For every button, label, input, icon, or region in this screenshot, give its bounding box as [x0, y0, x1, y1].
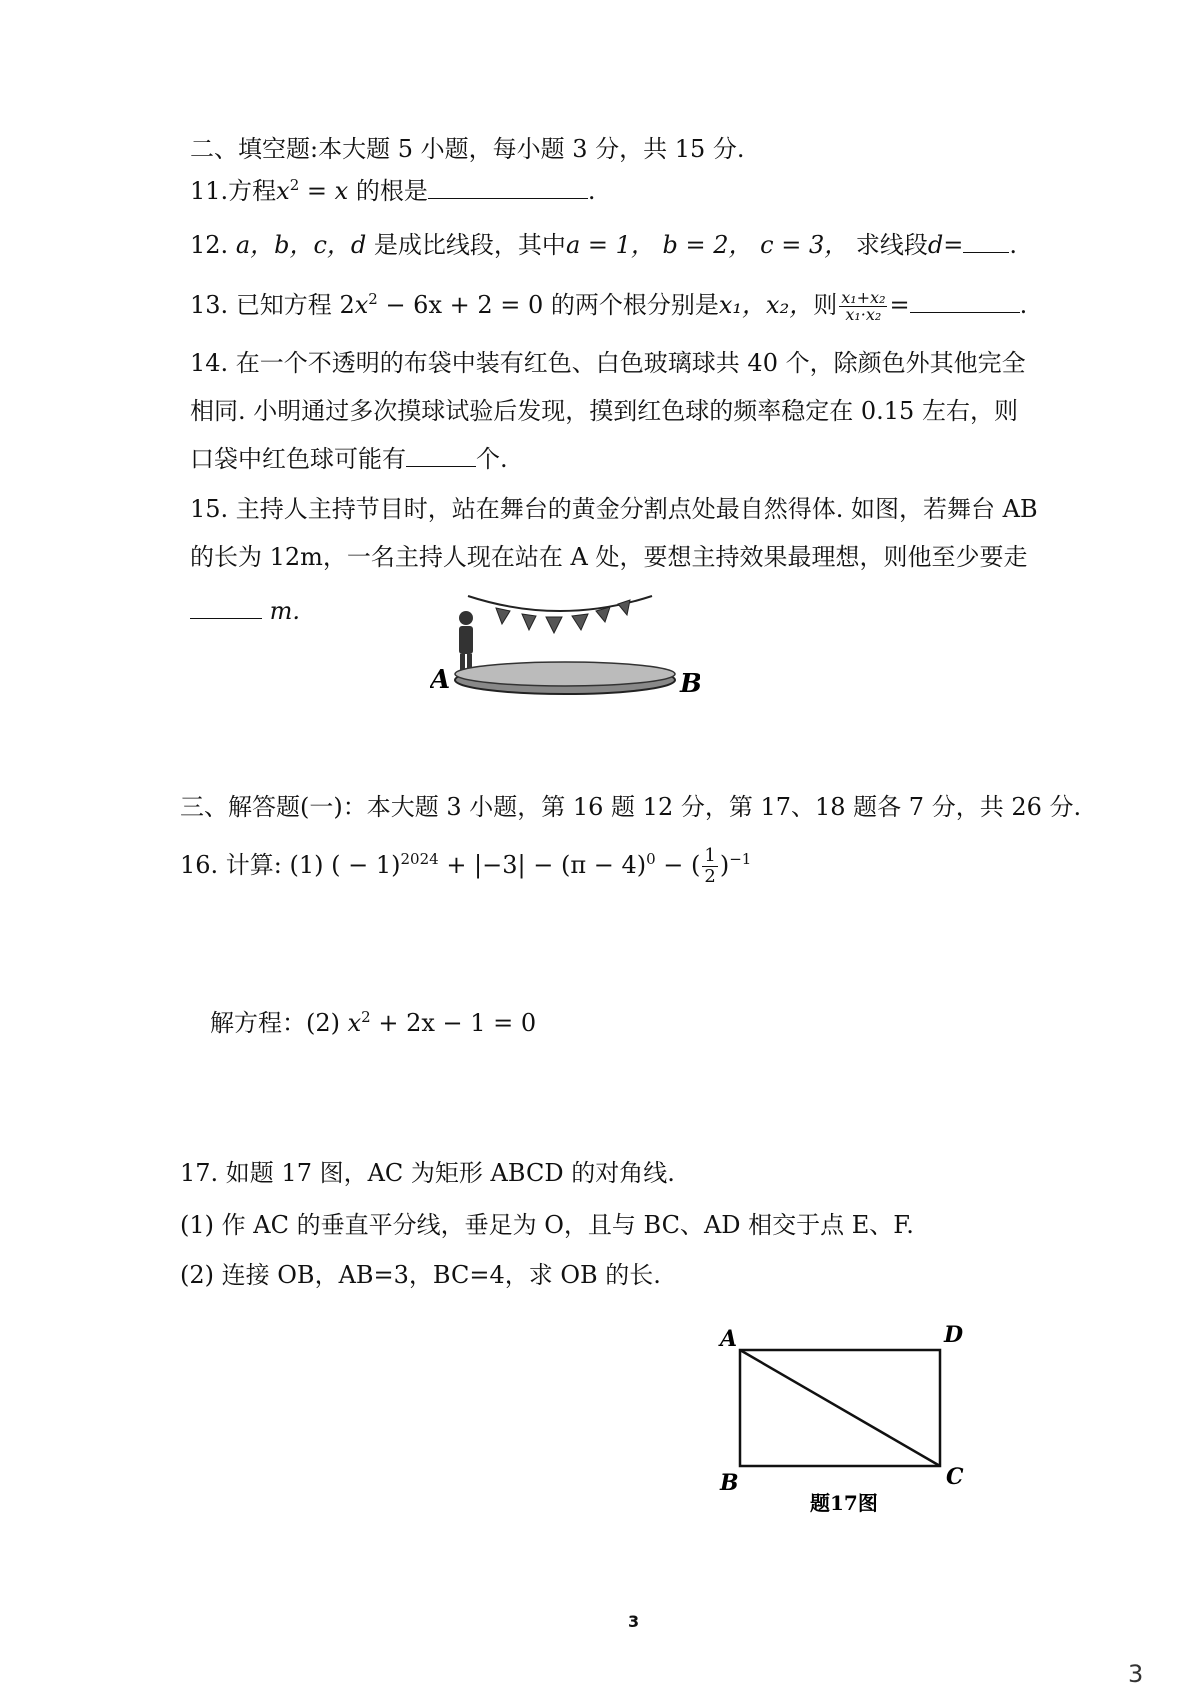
stage-top — [455, 662, 675, 686]
section2-heading: 二、填空题:本大题 5 小题，每小题 3 分，共 15 分. — [190, 135, 745, 163]
q13-roots: x₁，x₂， — [718, 291, 814, 319]
q12-text-a: 是成比线段，其中 — [366, 231, 566, 259]
q13-eq-sign: = — [889, 291, 910, 319]
q11-x2: x — [334, 177, 349, 205]
q12-text-b: 求线段 — [855, 231, 928, 259]
q17-line2: (1) 作 AC 的垂直平分线，垂足为 O，且与 BC、AD 相交于点 E、F. — [180, 1211, 914, 1239]
bunting-flags — [496, 600, 630, 633]
q16-part2-x: x — [347, 1009, 362, 1037]
q15-line2: 的长为 12m，一名主持人现在站在 A 处，要想主持效果最理想，则他至少要走 — [190, 543, 1028, 571]
q15-line3 — [190, 594, 300, 628]
q16-part1-close: ) — [719, 851, 730, 879]
q12-answer-blank[interactable] — [963, 228, 1009, 253]
q16-part2 — [210, 1006, 536, 1040]
q12-end: . — [1009, 231, 1018, 259]
q11-sup: 2 — [289, 176, 300, 194]
q12-number: 12. — [190, 231, 229, 259]
q12-c-eq: c = 3， — [760, 231, 849, 259]
q11-text-a: 方程 — [228, 177, 277, 205]
page-number-center: 3 — [628, 1612, 640, 1631]
q11-number: 11. — [190, 177, 229, 205]
q12-eq: = — [943, 231, 964, 259]
q11-answer-blank[interactable] — [428, 174, 588, 199]
q15-answer-blank[interactable] — [190, 594, 262, 619]
question-13 — [190, 288, 1027, 323]
q13-eq: − 6x + 2 = 0 的两个根分别是 — [377, 291, 719, 319]
q16-half-den: 2 — [704, 866, 716, 887]
q12-d: d — [927, 231, 944, 259]
q13-frac-num: x₁+x₂ — [841, 288, 886, 307]
figure-17 — [716, 1318, 976, 1518]
q17-line3: (2) 连接 OB，AB=3，BC=4，求 OB 的长. — [180, 1261, 661, 1289]
q16-exp-0: 0 — [646, 850, 656, 868]
q13-then: 则 — [813, 291, 838, 319]
q14-answer-blank[interactable] — [406, 442, 476, 467]
label-d: D — [944, 1322, 964, 1348]
q16-half-num: 1 — [704, 845, 716, 866]
q13-answer-blank[interactable] — [910, 288, 1020, 313]
q13-sup: 2 — [368, 290, 378, 308]
stage-illustration — [430, 588, 700, 708]
label-b: B — [720, 1470, 739, 1496]
q14-line3 — [190, 442, 508, 476]
q15-line1: 15. 主持人主持节目时，站在舞台的黄金分割点处最自然得体. 如图，若舞台 AB — [190, 495, 1038, 523]
q16-part1-minus: − ( — [655, 851, 701, 879]
page-number-corner: 3 — [1128, 1660, 1144, 1688]
q16-exp-2024: 2024 — [400, 850, 439, 868]
label-c: C — [946, 1464, 964, 1490]
q13-number: 13. — [190, 291, 229, 319]
q16-part2-rest: + 2x − 1 = 0 — [370, 1009, 537, 1037]
figure-17-caption: 题17图 — [810, 1491, 878, 1515]
q16-part1-mid: + |−3| − (π − 4) — [438, 851, 647, 879]
q16-part2-prefix: 解方程：(2) — [210, 1009, 348, 1037]
q16-part1 — [180, 846, 751, 887]
rectangle-abcd-diagram — [716, 1318, 976, 1518]
q11-x: x — [276, 177, 290, 205]
q12-vars: a，b，c，d — [235, 231, 367, 259]
q16-part2-sup: 2 — [361, 1008, 371, 1026]
host-figure — [459, 611, 473, 672]
q14-line1: 14. 在一个不透明的布袋中装有红色、白色玻璃球共 40 个，除颜色外其他完全 — [190, 349, 1026, 377]
label-a: A — [720, 1326, 738, 1352]
q11-text-b: 的根是 — [348, 177, 428, 205]
diagonal-ac — [740, 1350, 940, 1466]
q11-end: . — [587, 177, 596, 205]
stage-label-a: A — [430, 665, 451, 695]
section3-heading: 三、解答题(一)：本大题 3 小题，第 16 题 12 分，第 17、18 题各 7 分，共 26 分. — [180, 793, 1082, 821]
q12-a-eq: a = 1， — [565, 231, 655, 259]
stage-label-b: B — [680, 669, 700, 699]
q14-line2: 相同. 小明通过多次摸球试验后发现，摸到红色球的频率稳定在 0.15 左右，则 — [190, 397, 1018, 425]
q17-line1: 17. 如题 17 图，AC 为矩形 ABCD 的对角线. — [180, 1159, 675, 1187]
stage-figure — [430, 588, 700, 708]
q16-part1-prefix: 16. 计算: (1) ( − 1) — [180, 851, 401, 879]
q11-eq: = — [299, 177, 335, 205]
q13-fraction — [839, 290, 887, 323]
q16-half — [702, 846, 717, 887]
q12-b-eq: b = 2， — [662, 231, 753, 259]
question-12 — [190, 228, 1017, 262]
question-11 — [190, 174, 595, 208]
q14-line3-b: 个. — [476, 445, 508, 473]
q16-exp-neg1: −1 — [729, 850, 752, 868]
q13-text-a: 已知方程 2 — [235, 291, 355, 319]
q13-end: . — [1019, 291, 1028, 319]
q13-x: x — [354, 291, 369, 319]
q15-unit: m. — [269, 597, 301, 625]
q13-frac-den: x₁·x₂ — [845, 305, 882, 324]
q14-line3-a: 口袋中红色球可能有 — [190, 445, 406, 473]
